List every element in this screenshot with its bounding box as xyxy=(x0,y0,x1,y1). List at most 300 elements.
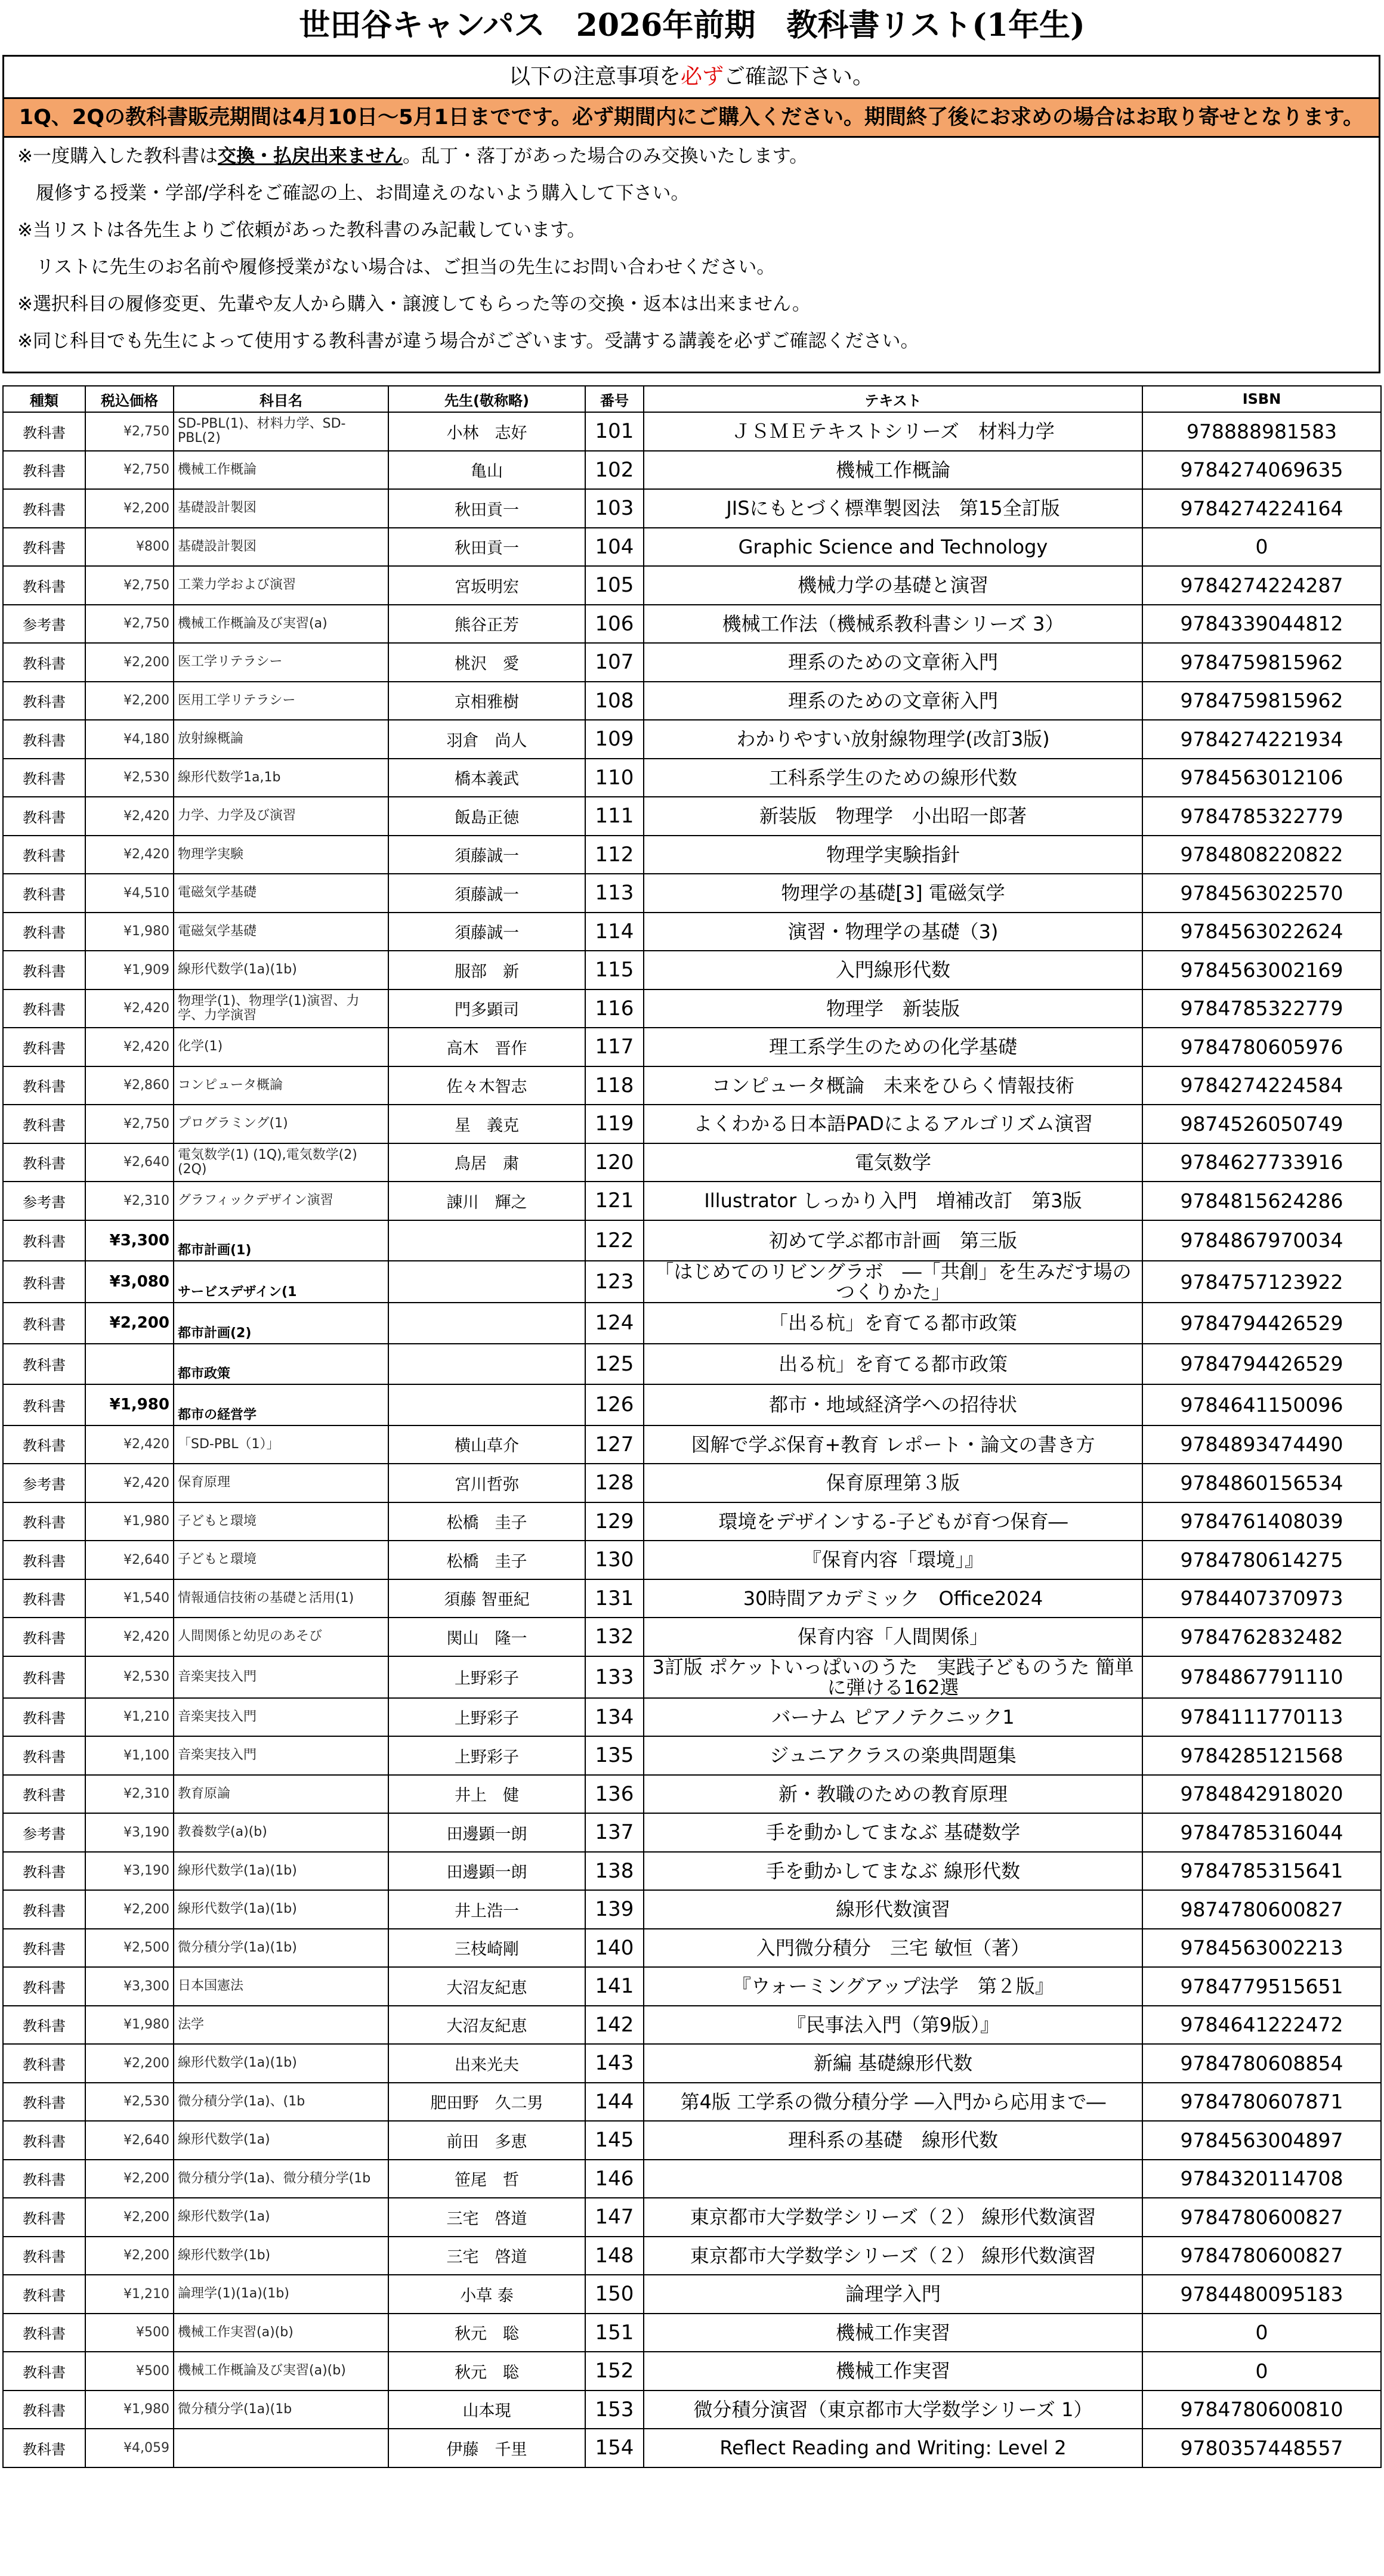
cell-number: 133 xyxy=(585,1656,644,1698)
cell-price: ¥2,310 xyxy=(85,1182,174,1220)
cell-subject: 線形代数学(1a)(1b) xyxy=(174,1852,388,1891)
cell-kind: 教科書 xyxy=(3,2083,85,2122)
cell-kind: 教科書 xyxy=(3,1929,85,1968)
cell-teacher: 佐々木智志 xyxy=(388,1066,585,1105)
cell-price: ¥1,540 xyxy=(85,1579,174,1618)
cell-number: 101 xyxy=(585,412,644,451)
notice-line-1-text: ※一度購入した教科書は xyxy=(17,146,218,167)
cell-isbn: 9784780600827 xyxy=(1142,2237,1381,2275)
cell-number: 153 xyxy=(585,2391,644,2429)
cell-text: よくわかる日本語PADによるアルゴリズム演習 xyxy=(644,1105,1142,1143)
cell-subject: 音楽実技入門 xyxy=(174,1698,388,1737)
cell-subject: 機械工作概論 xyxy=(174,451,388,490)
cell-teacher: 服部 新 xyxy=(388,951,585,989)
cell-number: 110 xyxy=(585,759,644,797)
cell-price: ¥2,200 xyxy=(85,1890,174,1929)
table-row xyxy=(3,2198,1381,2237)
cell-number: 128 xyxy=(585,1464,644,1502)
cell-teacher: 小草 泰 xyxy=(388,2275,585,2314)
cell-text: 論理学入門 xyxy=(644,2275,1142,2314)
cell-isbn: 0 xyxy=(1142,2314,1381,2352)
table-row xyxy=(3,2006,1381,2045)
cell-kind: 教科書 xyxy=(3,1775,85,1814)
cell-isbn: 9784407370973 xyxy=(1142,1579,1381,1618)
cell-kind: 教科書 xyxy=(3,2160,85,2198)
cell-teacher xyxy=(388,1384,585,1425)
cell-isbn: 9784563002169 xyxy=(1142,951,1381,989)
notice-heading-text: 以下の注意事項を xyxy=(508,64,681,89)
cell-teacher: 熊谷正芳 xyxy=(388,605,585,644)
table-row xyxy=(3,1220,1381,1261)
cell-teacher: 笹尾 哲 xyxy=(388,2160,585,2198)
cell-text: 都市・地域経済学への招待状 xyxy=(644,1384,1142,1425)
cell-subject: 線形代数学(1a)(1b) xyxy=(174,1890,388,1929)
cell-text: 理系のための文章術入門 xyxy=(644,643,1142,682)
cell-price: ¥1,980 xyxy=(85,913,174,951)
cell-teacher: 飯島正徳 xyxy=(388,797,585,836)
cell-number: 124 xyxy=(585,1303,644,1344)
cell-text: Graphic Science and Technology xyxy=(644,528,1142,567)
cell-kind: 教科書 xyxy=(3,989,85,1028)
cell-subject: コンピュータ概論 xyxy=(174,1066,388,1105)
cell-kind: 教科書 xyxy=(3,951,85,989)
header-kind: 種類 xyxy=(3,386,85,412)
cell-subject: SD-PBL(1)、材料力学、SD-PBL(2) xyxy=(174,412,388,451)
cell-number: 114 xyxy=(585,913,644,951)
cell-price: ¥1,980 xyxy=(85,2391,174,2429)
cell-price: ¥3,190 xyxy=(85,1813,174,1852)
cell-number: 104 xyxy=(585,528,644,567)
table-row xyxy=(3,1967,1381,2006)
cell-isbn: 9784780600810 xyxy=(1142,2391,1381,2429)
table-row xyxy=(3,643,1381,682)
cell-kind: 教科書 xyxy=(3,451,85,490)
header-teacher: 先生(敬称略) xyxy=(388,386,585,412)
cell-kind: 教科書 xyxy=(3,1143,85,1182)
cell-subject: 物理学実験 xyxy=(174,836,388,874)
cell-isbn: 9784563004897 xyxy=(1142,2121,1381,2160)
cell-price: ¥4,059 xyxy=(85,2429,174,2467)
cell-subject: 機械工作概論及び実習(a) xyxy=(174,605,388,644)
cell-kind: 教科書 xyxy=(3,1618,85,1656)
cell-subject: 教養数学(a)(b) xyxy=(174,1813,388,1852)
cell-price: ¥3,190 xyxy=(85,1852,174,1891)
cell-kind: 参考書 xyxy=(3,1813,85,1852)
cell-price: ¥1,980 xyxy=(85,1384,174,1425)
table-row xyxy=(3,2044,1381,2083)
cell-kind: 教科書 xyxy=(3,1303,85,1344)
cell-text: 入門線形代数 xyxy=(644,951,1142,989)
cell-text: Reflect Reading and Writing: Level 2 xyxy=(644,2429,1142,2467)
notice-heading-text-end: ご確認下さい。 xyxy=(724,64,875,89)
cell-price: ¥2,420 xyxy=(85,1425,174,1464)
cell-kind: 教科書 xyxy=(3,759,85,797)
cell-price: ¥2,200 xyxy=(85,682,174,720)
cell-teacher: 秋田貢一 xyxy=(388,489,585,528)
cell-kind: 教科書 xyxy=(3,2044,85,2083)
cell-subject: 情報通信技術の基礎と活用(1) xyxy=(174,1579,388,1618)
cell-kind: 教科書 xyxy=(3,2352,85,2391)
header-subject: 科目名 xyxy=(174,386,388,412)
cell-teacher: 京相雅樹 xyxy=(388,682,585,720)
cell-teacher: 伊藤 千里 xyxy=(388,2429,585,2467)
table-row xyxy=(3,759,1381,797)
cell-price: ¥3,300 xyxy=(85,1967,174,2006)
cell-kind: 教科書 xyxy=(3,566,85,605)
cell-isbn: 9784761408039 xyxy=(1142,1502,1381,1541)
cell-isbn: 9784780608854 xyxy=(1142,2044,1381,2083)
cell-isbn: 9784285121568 xyxy=(1142,1736,1381,1775)
cell-teacher: 羽倉 尚人 xyxy=(388,720,585,759)
cell-teacher: 肥田野 久二男 xyxy=(388,2083,585,2122)
cell-text: バーナム ピアノテクニック1 xyxy=(644,1698,1142,1737)
cell-number: 122 xyxy=(585,1220,644,1261)
table-row xyxy=(3,1182,1381,1220)
cell-number: 136 xyxy=(585,1775,644,1814)
cell-subject: 基礎設計製図 xyxy=(174,489,388,528)
cell-number: 138 xyxy=(585,1852,644,1891)
cell-number: 118 xyxy=(585,1066,644,1105)
cell-number: 145 xyxy=(585,2121,644,2160)
table-row xyxy=(3,951,1381,989)
cell-number: 106 xyxy=(585,605,644,644)
cell-text: 環境をデザインする‐子どもが育つ保育― xyxy=(644,1502,1142,1541)
cell-subject: 線形代数学(1b) xyxy=(174,2237,388,2275)
cell-isbn: 9784780600827 xyxy=(1142,2198,1381,2237)
cell-price: ¥2,530 xyxy=(85,759,174,797)
cell-number: 146 xyxy=(585,2160,644,2198)
cell-text: 第4版 工学系の微分積分学 ―入門から応用まで― xyxy=(644,2083,1142,2122)
cell-kind: 教科書 xyxy=(3,412,85,451)
cell-kind: 教科書 xyxy=(3,1852,85,1891)
cell-kind: 教科書 xyxy=(3,2314,85,2352)
cell-teacher: 田邊顕一朗 xyxy=(388,1852,585,1891)
cell-kind: 教科書 xyxy=(3,1344,85,1385)
cell-teacher: 宮川哲弥 xyxy=(388,1464,585,1502)
cell-number: 139 xyxy=(585,1890,644,1929)
cell-kind: 教科書 xyxy=(3,720,85,759)
cell-number: 105 xyxy=(585,566,644,605)
cell-teacher: 三枝崎剛 xyxy=(388,1929,585,1968)
cell-isbn: 9784762832482 xyxy=(1142,1618,1381,1656)
cell-kind: 教科書 xyxy=(3,1105,85,1143)
cell-kind: 教科書 xyxy=(3,2237,85,2275)
cell-text: 機械工作概論 xyxy=(644,451,1142,490)
cell-isbn: 9784815624286 xyxy=(1142,1182,1381,1220)
cell-kind: 教科書 xyxy=(3,2275,85,2314)
table-row xyxy=(3,1890,1381,1929)
cell-subject: 微分積分学(1a)、(1b xyxy=(174,2083,388,2122)
cell-teacher: 桃沢 愛 xyxy=(388,643,585,682)
cell-subject: 人間関係と幼児のあそび xyxy=(174,1618,388,1656)
table-row xyxy=(3,2237,1381,2275)
cell-kind: 教科書 xyxy=(3,1425,85,1464)
table-row xyxy=(3,1618,1381,1656)
cell-price: ¥2,420 xyxy=(85,1618,174,1656)
cell-text: 「出る杭」を育てる都市政策 xyxy=(644,1303,1142,1344)
table-row xyxy=(3,1698,1381,1737)
table-row xyxy=(3,874,1381,913)
table-row xyxy=(3,913,1381,951)
cell-isbn: 9784759815962 xyxy=(1142,643,1381,682)
cell-teacher xyxy=(388,1344,585,1385)
cell-teacher xyxy=(388,1261,585,1303)
notice-line-3: ※当リストは各先生よりご依頼があった教科書のみ記載しています。 xyxy=(17,219,586,241)
cell-kind: 参考書 xyxy=(3,1464,85,1502)
cell-isbn: 9784757123922 xyxy=(1142,1261,1381,1303)
cell-isbn: 9784860156534 xyxy=(1142,1464,1381,1502)
cell-kind: 教科書 xyxy=(3,2006,85,2045)
table-row xyxy=(3,1143,1381,1182)
cell-kind: 教科書 xyxy=(3,1261,85,1303)
cell-text: 理科系の基礎 線形代数 xyxy=(644,2121,1142,2160)
cell-isbn: 9784785316044 xyxy=(1142,1813,1381,1852)
cell-price: ¥2,750 xyxy=(85,412,174,451)
cell-number: 143 xyxy=(585,2044,644,2083)
cell-subject: 音楽実技入門 xyxy=(174,1736,388,1775)
cell-teacher: 須藤誠一 xyxy=(388,874,585,913)
cell-text: ジュニアクラスの楽典問題集 xyxy=(644,1736,1142,1775)
header-number: 番号 xyxy=(585,386,644,412)
cell-teacher: 横山草介 xyxy=(388,1425,585,1464)
cell-price: ¥2,200 xyxy=(85,2237,174,2275)
cell-number: 116 xyxy=(585,989,644,1028)
cell-subject: 医用工学リテラシー xyxy=(174,682,388,720)
cell-isbn: 9784274224164 xyxy=(1142,489,1381,528)
cell-text: 3訂版 ポケットいっぱいのうた 実践子どものうた 簡単に弾ける162選 xyxy=(644,1656,1142,1698)
cell-subject: 都市政策 xyxy=(174,1344,388,1385)
cell-text: Illustrator しっかり入門 増補改訂 第3版 xyxy=(644,1182,1142,1220)
cell-isbn: 9784274224287 xyxy=(1142,566,1381,605)
table-row xyxy=(3,566,1381,605)
cell-isbn: 9784563022570 xyxy=(1142,874,1381,913)
cell-isbn: 9874526050749 xyxy=(1142,1105,1381,1143)
cell-price: ¥2,640 xyxy=(85,2121,174,2160)
table-row xyxy=(3,1105,1381,1143)
cell-text: 東京都市大学数学シリーズ（２） 線形代数演習 xyxy=(644,2198,1142,2237)
cell-isbn: 978888981583 xyxy=(1142,412,1381,451)
cell-number: 130 xyxy=(585,1541,644,1579)
cell-isbn: 9784842918020 xyxy=(1142,1775,1381,1814)
cell-text: 線形代数演習 xyxy=(644,1890,1142,1929)
cell-price xyxy=(85,1344,174,1385)
cell-teacher: 門多顕司 xyxy=(388,989,585,1028)
header-price: 税込価格 xyxy=(85,386,174,412)
cell-price: ¥2,420 xyxy=(85,797,174,836)
cell-kind: 教科書 xyxy=(3,913,85,951)
cell-number: 134 xyxy=(585,1698,644,1737)
cell-teacher: 上野彩子 xyxy=(388,1656,585,1698)
notice-heading-emphasis: 必ず xyxy=(680,64,724,89)
cell-number: 117 xyxy=(585,1028,644,1066)
cell-number: 125 xyxy=(585,1344,644,1385)
cell-number: 132 xyxy=(585,1618,644,1656)
cell-number: 121 xyxy=(585,1182,644,1220)
cell-subject: 電磁気学基礎 xyxy=(174,874,388,913)
cell-teacher: 須藤誠一 xyxy=(388,913,585,951)
cell-price: ¥2,530 xyxy=(85,1656,174,1698)
cell-kind: 教科書 xyxy=(3,489,85,528)
cell-kind: 教科書 xyxy=(3,682,85,720)
cell-number: 148 xyxy=(585,2237,644,2275)
table-body xyxy=(3,412,1381,2467)
cell-kind: 教科書 xyxy=(3,1028,85,1066)
table-row xyxy=(3,989,1381,1028)
cell-subject: 線形代数学(1a)(1b) xyxy=(174,951,388,989)
table-row xyxy=(3,451,1381,490)
cell-number: 115 xyxy=(585,951,644,989)
cell-isbn: 9784563022624 xyxy=(1142,913,1381,951)
cell-teacher: 松橋 圭子 xyxy=(388,1541,585,1579)
sales-period-banner: 1Q、2Qの教科書販売期間は4月10日～5月1日までです。必ず期間内にご購入ください。期間終了後にお求めの場合はお取り寄せとなります。 xyxy=(4,99,1379,138)
cell-price: ¥4,180 xyxy=(85,720,174,759)
table-row xyxy=(3,412,1381,451)
cell-teacher: 出来光夫 xyxy=(388,2044,585,2083)
textbook-table xyxy=(2,385,1382,2468)
cell-isbn: 9784780607871 xyxy=(1142,2083,1381,2122)
table-row xyxy=(3,2275,1381,2314)
cell-price: ¥2,200 xyxy=(85,2044,174,2083)
cell-isbn: 9784480095183 xyxy=(1142,2275,1381,2314)
cell-subject: サービスデザイン(1 xyxy=(174,1261,388,1303)
cell-isbn: 9784339044812 xyxy=(1142,605,1381,644)
cell-teacher: 宮坂明宏 xyxy=(388,566,585,605)
cell-subject: 基礎設計製図 xyxy=(174,528,388,567)
cell-teacher: 井上浩一 xyxy=(388,1890,585,1929)
cell-teacher: 三宅 啓道 xyxy=(388,2198,585,2237)
cell-price: ¥2,200 xyxy=(85,2160,174,2198)
cell-kind: 教科書 xyxy=(3,1890,85,1929)
cell-text: 微分積分演習（東京都市大学数学シリーズ 1） xyxy=(644,2391,1142,2429)
cell-text xyxy=(644,2160,1142,2198)
table-row xyxy=(3,1028,1381,1066)
cell-text: 図解で学ぶ保育+教育 レポート・論文の書き方 xyxy=(644,1425,1142,1464)
cell-text: 初めて学ぶ都市計画 第三版 xyxy=(644,1220,1142,1261)
cell-text: 物理学 新装版 xyxy=(644,989,1142,1028)
cell-text: 電気数学 xyxy=(644,1143,1142,1182)
cell-teacher: 諌川 輝之 xyxy=(388,1182,585,1220)
table-row xyxy=(3,797,1381,836)
cell-kind: 教科書 xyxy=(3,797,85,836)
cell-subject: 微分積分学(1a)、微分積分学(1b xyxy=(174,2160,388,2198)
table-row xyxy=(3,1261,1381,1303)
cell-price: ¥500 xyxy=(85,2352,174,2391)
table-row xyxy=(3,720,1381,759)
cell-number: 150 xyxy=(585,2275,644,2314)
table-row xyxy=(3,1344,1381,1385)
notice-line-1-text-end: 。乱丁・落丁があった場合のみ交換いたします。 xyxy=(402,146,808,167)
cell-number: 112 xyxy=(585,836,644,874)
cell-number: 152 xyxy=(585,2352,644,2391)
cell-kind: 教科書 xyxy=(3,2429,85,2467)
cell-isbn: 9784111770113 xyxy=(1142,1698,1381,1737)
cell-subject: プログラミング(1) xyxy=(174,1105,388,1143)
header-text: テキスト xyxy=(644,386,1142,412)
cell-text: 保育原理第３版 xyxy=(644,1464,1142,1502)
cell-price: ¥2,420 xyxy=(85,1028,174,1066)
cell-price: ¥2,420 xyxy=(85,836,174,874)
page-title: 世田谷キャンパス 2026年前期 教科書リスト(1年生) xyxy=(299,7,1085,44)
cell-number: 135 xyxy=(585,1736,644,1775)
cell-text: コンピュータ概論 未来をひらく情報技術 xyxy=(644,1066,1142,1105)
cell-subject: 子どもと環境 xyxy=(174,1502,388,1541)
cell-price: ¥800 xyxy=(85,528,174,567)
cell-subject: 力学、力学及び演習 xyxy=(174,797,388,836)
cell-teacher: 秋元 聡 xyxy=(388,2314,585,2352)
cell-teacher: 須藤誠一 xyxy=(388,836,585,874)
cell-subject: 都市の経営学 xyxy=(174,1384,388,1425)
cell-subject: 子どもと環境 xyxy=(174,1541,388,1579)
cell-price: ¥1,210 xyxy=(85,2275,174,2314)
cell-kind: 参考書 xyxy=(3,1182,85,1220)
cell-teacher: 須藤 智亜紀 xyxy=(388,1579,585,1618)
cell-text: 新装版 物理学 小出昭一郎著 xyxy=(644,797,1142,836)
cell-isbn: 9784779515651 xyxy=(1142,1967,1381,2006)
cell-text: JISにもとづく標準製図法 第15全訂版 xyxy=(644,489,1142,528)
cell-isbn: 9784563012106 xyxy=(1142,759,1381,797)
cell-subject: 線形代数学(1a) xyxy=(174,2121,388,2160)
cell-price: ¥2,750 xyxy=(85,605,174,644)
cell-number: 123 xyxy=(585,1261,644,1303)
cell-text: 『保育内容「環境」』 xyxy=(644,1541,1142,1579)
cell-teacher: 大沼友紀恵 xyxy=(388,2006,585,2045)
cell-number: 109 xyxy=(585,720,644,759)
table-row xyxy=(3,2429,1381,2467)
cell-text: 機械工作法（機械系教科書シリーズ 3） xyxy=(644,605,1142,644)
cell-subject: 都市計画(1) xyxy=(174,1220,388,1261)
cell-text: 手を動かしてまなぶ 線形代数 xyxy=(644,1852,1142,1891)
cell-price: ¥2,640 xyxy=(85,1143,174,1182)
cell-number: 120 xyxy=(585,1143,644,1182)
cell-subject: 工業力学および演習 xyxy=(174,566,388,605)
cell-number: 102 xyxy=(585,451,644,490)
cell-text: 『民事法入門（第9版）』 xyxy=(644,2006,1142,2045)
cell-price: ¥2,200 xyxy=(85,643,174,682)
cell-kind: 教科書 xyxy=(3,874,85,913)
cell-subject: 教育原論 xyxy=(174,1775,388,1814)
cell-text: 30時間アカデミック Office2024 xyxy=(644,1579,1142,1618)
table-row xyxy=(3,2121,1381,2160)
cell-number: 111 xyxy=(585,797,644,836)
cell-price: ¥2,420 xyxy=(85,1464,174,1502)
cell-subject: 音楽実技入門 xyxy=(174,1656,388,1698)
cell-text: 理工系学生のための化学基礎 xyxy=(644,1028,1142,1066)
header-isbn: ISBN xyxy=(1142,386,1381,412)
cell-teacher: 井上 健 xyxy=(388,1775,585,1814)
cell-price: ¥4,510 xyxy=(85,874,174,913)
cell-number: 113 xyxy=(585,874,644,913)
cell-teacher: 秋元 聡 xyxy=(388,2352,585,2391)
cell-price: ¥2,200 xyxy=(85,2198,174,2237)
cell-price: ¥2,750 xyxy=(85,566,174,605)
cell-number: 140 xyxy=(585,1929,644,1968)
cell-number: 126 xyxy=(585,1384,644,1425)
cell-text: 理系のための文章術入門 xyxy=(644,682,1142,720)
cell-text: 物理学実験指針 xyxy=(644,836,1142,874)
cell-isbn: 9784641222472 xyxy=(1142,2006,1381,2045)
cell-price: ¥1,909 xyxy=(85,951,174,989)
cell-price: ¥2,500 xyxy=(85,1929,174,1968)
cell-subject: 医工学リテラシー xyxy=(174,643,388,682)
cell-isbn: 9784274069635 xyxy=(1142,451,1381,490)
cell-isbn: 0 xyxy=(1142,2352,1381,2391)
cell-text: 保育内容「人間関係」 xyxy=(644,1618,1142,1656)
cell-number: 141 xyxy=(585,1967,644,2006)
cell-subject xyxy=(174,2429,388,2467)
notice-line-1 xyxy=(4,138,1379,175)
table-row xyxy=(3,1579,1381,1618)
cell-kind: 教科書 xyxy=(3,1967,85,2006)
